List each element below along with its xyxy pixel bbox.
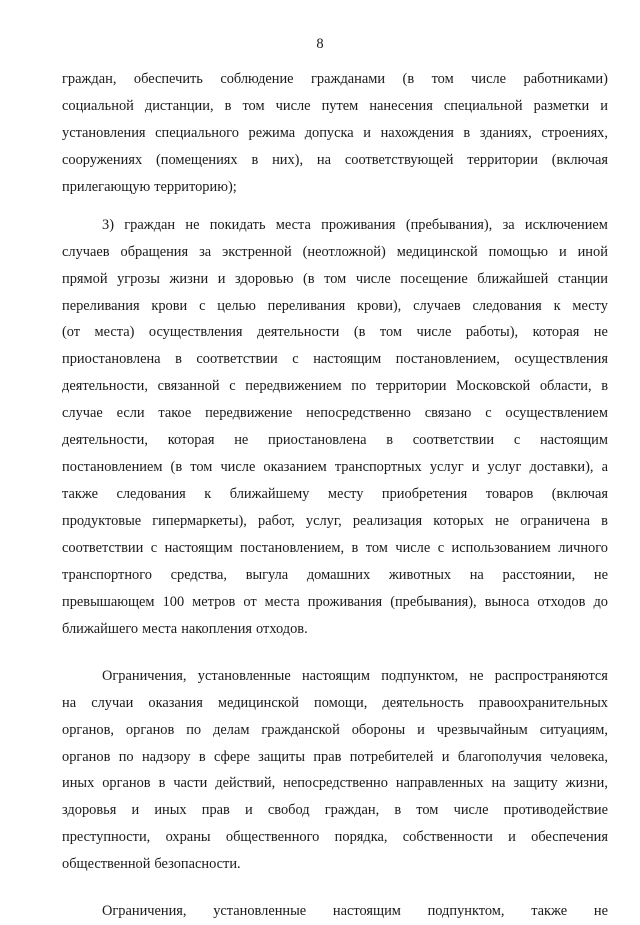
word: гражданской: [261, 721, 340, 738]
word: числе: [471, 71, 507, 87]
word: места: [142, 620, 178, 637]
word: не: [593, 903, 608, 920]
word: благополучия: [457, 748, 542, 765]
word: с: [513, 432, 521, 449]
word: собственности: [402, 829, 493, 846]
word: если: [116, 405, 145, 422]
word: которых: [433, 513, 484, 529]
word: за: [502, 216, 515, 233]
text-line: [62, 174, 608, 201]
word: защиты: [258, 748, 305, 765]
word: месту: [327, 486, 364, 503]
word: соответствии: [62, 539, 144, 556]
word: том: [379, 324, 403, 341]
word: осуществления: [514, 351, 608, 368]
word: области,: [539, 378, 592, 395]
word: ограничена: [520, 513, 590, 529]
word: органов: [125, 721, 175, 738]
paragraph-gap: [62, 643, 608, 663]
word: нанесения: [369, 97, 433, 114]
word: в: [158, 775, 166, 792]
word: обеспечить: [133, 71, 203, 87]
word: проживания: [321, 216, 396, 233]
word: использованием: [451, 539, 551, 556]
word: защиту: [513, 775, 558, 792]
word: с: [199, 297, 206, 314]
word: накопления: [181, 620, 253, 637]
word: безопасности.: [154, 856, 241, 873]
word: следования: [472, 297, 542, 314]
word: с: [292, 351, 299, 368]
word: услуг: [429, 459, 464, 476]
word: места: [264, 593, 300, 610]
word: делам: [213, 721, 250, 738]
paragraph-gap: [62, 201, 608, 212]
word: общественной: [62, 856, 151, 873]
word: специальной: [443, 97, 523, 114]
word: товаров: [485, 486, 534, 503]
page-number: 8: [316, 36, 324, 52]
text-line: [62, 562, 608, 589]
paragraph: [62, 898, 608, 925]
word: территорию);: [154, 178, 237, 195]
word: по: [186, 721, 202, 738]
word: том: [324, 270, 347, 287]
word: домашних: [306, 566, 371, 583]
word: экстренной: [222, 243, 292, 260]
word: в: [394, 802, 402, 819]
word: и: [600, 97, 608, 114]
text-line: [62, 66, 608, 93]
word: них),: [272, 151, 304, 168]
text-line: [62, 346, 608, 373]
word: места: [275, 216, 311, 233]
word: непосредственно: [283, 775, 388, 792]
word: направленных: [395, 775, 484, 792]
word: случаев: [413, 297, 461, 314]
word: услуг: [487, 459, 522, 476]
word: транспортного: [62, 566, 152, 583]
text-line: [62, 454, 608, 481]
word: распространяются: [494, 667, 608, 684]
word: услуг,: [305, 513, 342, 529]
text-line: [62, 212, 608, 239]
word: настоящим: [332, 903, 401, 920]
word: транспортных: [334, 459, 422, 476]
word: Ограничения,: [102, 667, 187, 684]
word: (пребывания),: [405, 216, 493, 233]
word: соответствующей: [344, 151, 454, 168]
word: в: [601, 378, 608, 395]
word: по: [118, 748, 134, 765]
word: посещение: [400, 270, 468, 287]
word: работ,: [258, 513, 295, 529]
text-line: [62, 293, 608, 320]
word: противодействие: [503, 802, 608, 819]
word: настоящим: [164, 539, 233, 556]
word: такое: [158, 405, 192, 422]
word: числе: [453, 802, 489, 819]
word: не: [494, 513, 510, 529]
word: деятельности,: [62, 432, 148, 449]
text-line: [62, 400, 608, 427]
text-line: [62, 898, 608, 925]
word: порядка,: [334, 829, 388, 846]
word: в: [601, 513, 608, 529]
word: покидать: [209, 216, 266, 233]
word: осуществлением: [505, 405, 608, 422]
word: и: [217, 270, 226, 287]
word: в: [351, 539, 359, 556]
word: числе: [395, 539, 431, 556]
word: (помещениях: [156, 151, 238, 168]
word: и: [245, 802, 253, 819]
word: иных: [154, 802, 187, 819]
word: режима: [248, 124, 296, 141]
word: приобретения: [381, 486, 468, 503]
word: настоящим: [301, 667, 370, 684]
word: с: [229, 378, 236, 395]
word: на: [469, 566, 484, 583]
word: числе: [220, 459, 256, 476]
word: (в: [170, 459, 183, 476]
word: за: [199, 243, 212, 260]
word: которая: [532, 324, 580, 341]
word: (от: [62, 324, 81, 341]
word: зданиях,: [479, 124, 532, 141]
word: животных: [388, 566, 452, 583]
word: на: [316, 151, 332, 168]
word: (пребывания),: [390, 593, 477, 610]
word: месту: [572, 297, 608, 314]
word: с: [437, 539, 445, 556]
word: преступности,: [62, 829, 151, 846]
text-line: [62, 797, 608, 824]
word: 3): [102, 216, 114, 233]
word: также: [62, 486, 98, 503]
word: работниками): [523, 71, 608, 87]
word: граждан,: [324, 802, 380, 819]
word: ближайшему: [229, 486, 310, 503]
text-line: [62, 824, 608, 851]
word: оказанием: [263, 459, 327, 476]
word: следования: [116, 486, 186, 503]
word: путем: [321, 97, 359, 114]
word: в: [386, 432, 394, 449]
word: не: [469, 667, 484, 684]
word: подпунктом,: [427, 903, 505, 920]
word: граждан,: [62, 71, 117, 87]
word: медицинской: [217, 694, 299, 711]
word: числе: [416, 324, 452, 341]
word: помощью: [488, 243, 548, 260]
word: действий,: [215, 775, 276, 792]
word: ближайшего: [62, 620, 139, 637]
word: и: [441, 748, 450, 765]
word: настоящим: [539, 432, 608, 449]
word: а: [601, 459, 608, 476]
word: гипермаркеты),: [152, 513, 247, 529]
word: органов: [62, 748, 111, 765]
word: медицинской: [396, 243, 478, 260]
text-line: [62, 690, 608, 717]
word: соответствии: [196, 351, 278, 368]
word: и: [558, 243, 567, 260]
word: с: [485, 405, 492, 422]
word: места): [94, 324, 135, 341]
word: граждан: [124, 216, 176, 233]
word: расстоянии,: [502, 566, 576, 583]
paragraph: [62, 66, 608, 201]
word: 100: [162, 593, 185, 610]
word: и: [471, 459, 480, 476]
word: иной: [577, 243, 608, 260]
word: том: [416, 802, 439, 819]
word: и: [363, 124, 371, 141]
word: том: [365, 539, 388, 556]
word: доставки),: [529, 459, 594, 476]
word: не: [593, 324, 608, 341]
word: нахождения: [380, 124, 454, 141]
word: деятельности,: [62, 378, 148, 395]
paragraph: [62, 212, 608, 643]
word: прилегающую: [62, 178, 151, 195]
word: крови: [151, 297, 188, 314]
word: органов: [102, 775, 151, 792]
word: территории: [375, 378, 447, 395]
text-line: [62, 851, 608, 878]
word: том: [431, 71, 454, 87]
word: помощи,: [314, 694, 368, 711]
word: с: [150, 539, 158, 556]
word: не: [185, 216, 200, 233]
word: реализация: [352, 513, 423, 529]
word: случаев: [62, 243, 110, 260]
word: (в: [353, 324, 366, 341]
text-line: [62, 93, 608, 120]
word: также: [531, 903, 568, 920]
word: чрезвычайным: [436, 721, 528, 738]
word: иных: [62, 775, 95, 792]
word: свобод: [267, 802, 310, 819]
word: установления: [62, 124, 146, 141]
word: территории: [467, 151, 538, 168]
word: соблюдение: [220, 71, 294, 87]
text-line: [62, 717, 608, 744]
word: органов,: [62, 721, 114, 738]
word: здоровью: [235, 270, 294, 287]
text-line: [62, 239, 608, 266]
word: строениях,: [541, 124, 608, 141]
text-line: [62, 616, 608, 643]
word: (неотложной): [302, 243, 386, 260]
text-line: [62, 373, 608, 400]
word: в: [198, 748, 206, 765]
text-line: [62, 481, 608, 508]
word: превышающем: [62, 593, 155, 610]
word: проживания: [307, 593, 383, 610]
text-line: [62, 147, 608, 174]
word: постановлением,: [240, 539, 345, 556]
word: от: [243, 593, 257, 610]
paragraph-gap: [62, 878, 608, 898]
word: и: [131, 802, 140, 819]
paragraph: [62, 663, 608, 879]
word: том: [190, 459, 213, 476]
word: подпунктом,: [381, 667, 459, 684]
word: прав: [201, 802, 230, 819]
text-line: [62, 589, 608, 616]
word: выноса: [484, 593, 530, 610]
document-body: [62, 66, 608, 925]
word: разметки: [533, 97, 590, 114]
word: гражданами: [311, 71, 386, 87]
word: (включая: [551, 486, 608, 503]
word: части: [173, 775, 208, 792]
word: жизни: [169, 270, 209, 287]
word: обеспечения: [531, 829, 608, 846]
text-line: [62, 744, 608, 771]
word: допуска: [304, 124, 354, 141]
word: выгула: [245, 566, 289, 583]
word: обращения: [120, 243, 189, 260]
word: осуществления: [148, 324, 243, 341]
word: связанной: [157, 378, 220, 395]
word: случае: [62, 405, 103, 422]
word: (включая: [551, 151, 608, 168]
word: постановлением: [62, 459, 163, 476]
word: крови),: [357, 297, 402, 314]
word: соответствии: [412, 432, 495, 449]
word: жизни,: [565, 775, 608, 792]
text-line: [62, 508, 608, 535]
word: которая: [167, 432, 215, 449]
word: отходов.: [256, 620, 308, 637]
word: деятельности: [257, 324, 340, 341]
word: по: [351, 378, 367, 395]
word: и: [508, 829, 516, 846]
word: не: [234, 432, 249, 449]
word: работы),: [465, 324, 519, 341]
word: установленные: [197, 667, 291, 684]
text-line: [62, 663, 608, 690]
word: человека,: [550, 748, 608, 765]
word: прав: [313, 748, 342, 765]
word: метров: [192, 593, 236, 610]
word: связано: [424, 405, 472, 422]
word: сфере: [213, 748, 250, 765]
word: к: [204, 486, 212, 503]
word: (в: [303, 270, 315, 287]
word: Московской: [456, 378, 531, 395]
word: в: [251, 151, 259, 168]
word: ближайшей: [477, 270, 549, 287]
word: станции: [557, 270, 608, 287]
word: угрозы: [117, 270, 160, 287]
word: дистанции,: [144, 97, 214, 114]
word: надзору: [141, 748, 191, 765]
word: случаи: [91, 694, 134, 711]
word: непосредственно: [306, 405, 411, 422]
word: отходов: [537, 593, 586, 610]
word: средства,: [170, 566, 228, 583]
word: общественного: [225, 829, 320, 846]
word: ситуациям,: [539, 721, 608, 738]
word: переливания: [267, 297, 346, 314]
text-line: [62, 319, 608, 346]
text-line: [62, 266, 608, 293]
word: числе: [275, 97, 311, 114]
word: передвижение: [205, 405, 293, 422]
word: передвижением: [245, 378, 342, 395]
word: в: [175, 351, 182, 368]
word: потребителей: [349, 748, 434, 765]
word: к: [553, 297, 561, 314]
word: правоохранительных: [478, 694, 608, 711]
word: социальной: [62, 97, 134, 114]
word: до: [593, 593, 608, 610]
word: продуктовые: [62, 513, 142, 529]
text-line: [62, 120, 608, 147]
word: сооружениях: [62, 151, 143, 168]
word: приостановлена: [62, 351, 161, 368]
word: том: [242, 97, 265, 114]
word: обороны: [351, 721, 406, 738]
word: здоровья: [62, 802, 117, 819]
word: исключением: [524, 216, 608, 233]
word: охраны: [165, 829, 211, 846]
word: на: [491, 775, 506, 792]
word: настоящим: [313, 351, 382, 368]
word: целью: [217, 297, 256, 314]
word: не: [593, 566, 608, 583]
word: прямой: [62, 270, 108, 287]
word: на: [62, 694, 77, 711]
word: установленные: [213, 903, 307, 920]
word: (в: [402, 71, 415, 87]
word: личного: [558, 539, 608, 556]
word: переливания: [62, 297, 140, 314]
text-line: [62, 770, 608, 797]
word: специального: [155, 124, 239, 141]
word: в: [463, 124, 471, 141]
word: Ограничения,: [102, 903, 187, 920]
word: постановлением,: [395, 351, 500, 368]
word: оказания: [148, 694, 203, 711]
word: и: [417, 721, 425, 738]
word: числе: [355, 270, 391, 287]
text-line: [62, 427, 608, 454]
word: в: [224, 97, 232, 114]
word: приостановлена: [268, 432, 367, 449]
word: деятельность: [382, 694, 464, 711]
text-line: [62, 535, 608, 562]
